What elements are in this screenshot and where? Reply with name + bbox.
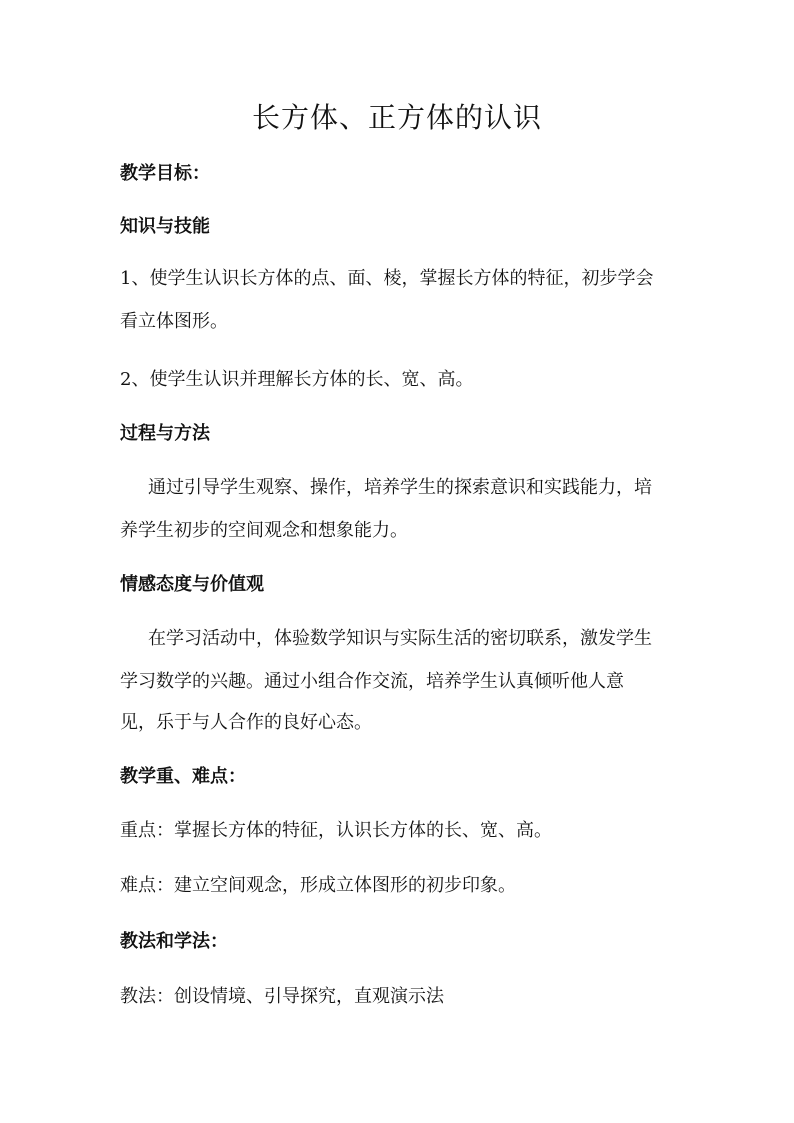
objectives-heading: 教学目标：: [120, 163, 210, 184]
teaching-method: 教法：创设情境、引导探究，直观演示法: [120, 986, 444, 1007]
process-methods-heading: 过程与方法: [120, 423, 210, 444]
knowledge-item-2: 2、使学生认识并理解长方体的长、宽、高。: [120, 369, 474, 390]
process-paragraph-line-2: 养学生初步的空间观念和想象能力。: [120, 520, 408, 541]
teaching-learning-methods-heading: 教法和学法：: [120, 931, 228, 952]
knowledge-item-1-line-2: 看立体图形。: [120, 311, 228, 332]
emotion-paragraph-line-3: 见，乐于与人合作的良好心态。: [120, 712, 372, 733]
process-paragraph-line-1: 通过引导学生观察、操作，培养学生的探索意识和实践能力，培: [148, 477, 652, 498]
emotion-values-heading: 情感态度与价值观: [120, 574, 264, 595]
emotion-paragraph-line-2: 学习数学的兴趣。通过小组合作交流，培养学生认真倾听他人意: [120, 671, 624, 692]
difficult-point: 难点：建立空间观念，形成立体图形的初步印象。: [120, 875, 516, 896]
emotion-paragraph-line-1: 在学习活动中，体验数学知识与实际生活的密切联系，激发学生: [148, 628, 652, 649]
knowledge-item-1-line-1: 1、使学生认识长方体的点、面、棱，掌握长方体的特征，初步学会: [120, 268, 654, 289]
key-difficult-points-heading: 教学重、难点：: [120, 766, 246, 787]
knowledge-skills-heading: 知识与技能: [120, 216, 210, 237]
document-title: 长方体、正方体的认识: [251, 101, 542, 134]
key-point: 重点：掌握长方体的特征，认识长方体的长、宽、高。: [120, 820, 552, 841]
